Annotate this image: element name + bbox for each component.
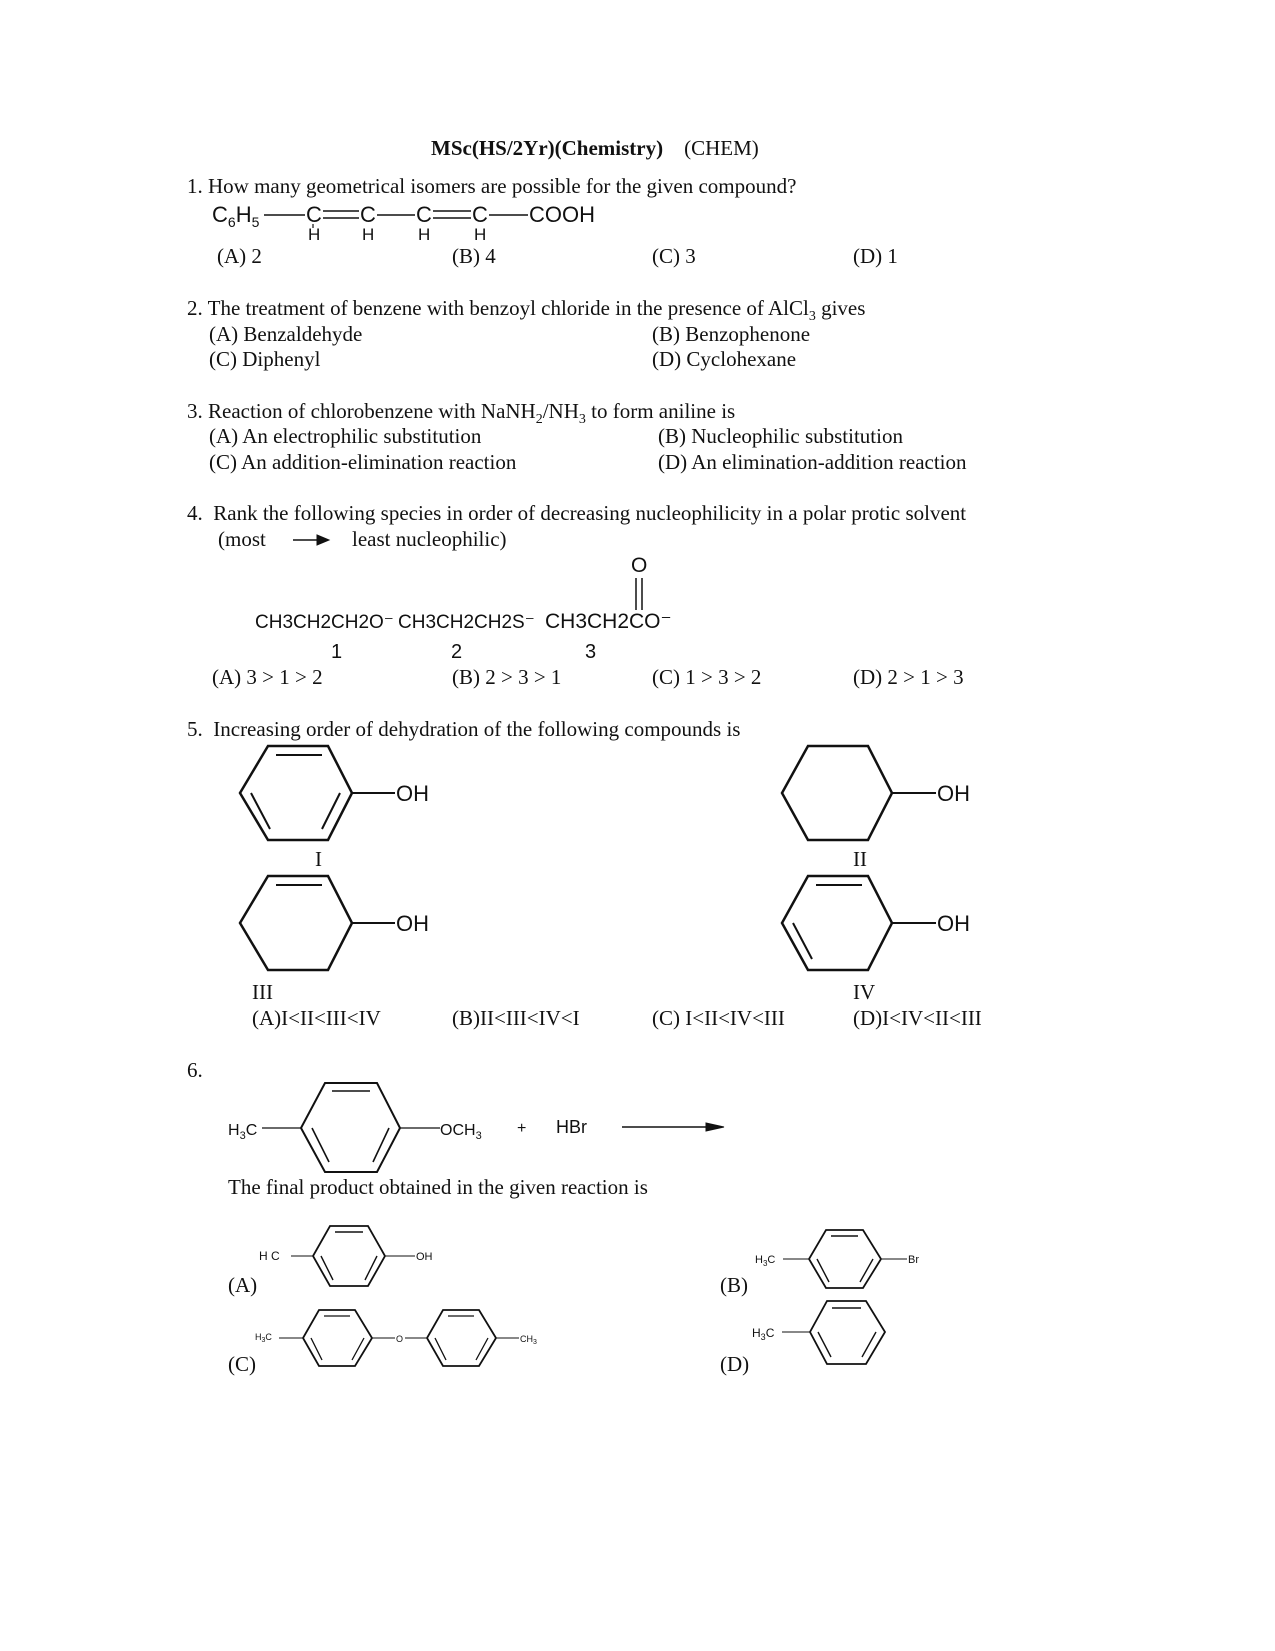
q3-sub-2: 3 <box>578 412 586 428</box>
q6-b-left: H <box>755 1254 763 1266</box>
q4-option-b[interactable]: (B) 2 > 3 > 1 <box>452 665 562 689</box>
q1-option-a[interactable]: (A) 2 <box>217 244 262 268</box>
q5-oh-ii: OH <box>937 781 970 806</box>
reaction-arrow-icon <box>706 1123 724 1131</box>
svg-text:H3C: $H_3C$ <box>228 1122 258 1142</box>
q4-option-c[interactable]: (C) 1 > 3 > 2 <box>652 665 762 689</box>
q4-carbonyl-oxygen: O <box>631 554 648 577</box>
q4-species-2: CH3CH2CH2S⁻ <box>398 612 535 633</box>
q6-plus: + <box>517 1120 527 1137</box>
q1-question <box>187 174 796 199</box>
q5-option-c[interactable]: (C) I<II<IV<III <box>652 1006 785 1030</box>
title-code: (CHEM) <box>684 136 759 160</box>
q6-reactant-left: H <box>228 1122 240 1139</box>
q1-hydrogen-4: H <box>474 225 487 244</box>
svg-text:CH3: $CH_3$ <box>520 1334 537 1346</box>
q5-label-i: I <box>315 847 322 871</box>
q5-compound-i <box>230 740 450 850</box>
q4-question <box>187 501 966 526</box>
q1-hydrogen-2: H <box>362 225 375 244</box>
q5-compound-ii <box>772 740 992 850</box>
q6-option-a[interactable]: (A) <box>228 1273 258 1297</box>
q5-label-iv: IV <box>853 980 876 1004</box>
q3-option-c[interactable]: (C) An addition-elimination reaction <box>209 450 517 474</box>
q4-label-2: 2 <box>451 641 463 663</box>
q1-carbon-1: C <box>306 202 322 227</box>
svg-text:H3C: $H_3C$ <box>752 1326 775 1342</box>
q4-option-d[interactable]: (D) 2 > 1 > 3 <box>853 665 964 689</box>
q6-d-left: H <box>752 1326 761 1340</box>
q6-reagent: HBr <box>556 1117 587 1137</box>
q4-species-1: CH3CH2CH2O⁻ <box>255 612 394 633</box>
q6-question: The final product obtained in the given reaction is <box>228 1175 648 1199</box>
q5-compound-iv <box>772 870 992 980</box>
arrow-right-icon <box>293 533 333 547</box>
q6-structure-c <box>255 1308 565 1370</box>
q2-option-a[interactable]: (A) Benzaldehyde <box>209 322 363 346</box>
q2-option-c[interactable]: (C) Diphenyl <box>209 347 321 371</box>
q2-number: 2. <box>187 296 203 320</box>
q6-a-right: OH <box>416 1251 433 1263</box>
svg-text:OCH3: $OCH_3$ <box>440 1122 482 1142</box>
q1-carbon-4: C <box>472 202 488 227</box>
q4-number: 4. <box>187 501 203 525</box>
q5-question <box>187 717 740 742</box>
q1-option-c[interactable]: (C) 3 <box>652 244 696 268</box>
q6-structure-a <box>255 1222 455 1292</box>
q5-oh-iv: OH <box>937 911 970 936</box>
q5-option-b[interactable]: (B)II<III<IV<I <box>452 1006 580 1030</box>
q3-text-b: /NH <box>542 399 579 423</box>
q3-text-c: to form aniline is <box>585 399 736 423</box>
q5-label-ii: II <box>853 847 867 871</box>
svg-text:H3C: $H_3C$ <box>255 1332 272 1344</box>
q1-structure <box>210 198 610 242</box>
q3-option-b[interactable]: (B) Nucleophilic substitution <box>658 424 903 448</box>
q1-cooh-label: COOH <box>529 202 595 227</box>
svg-text:C6H5: $C_6H_5$ <box>212 202 260 230</box>
q6-option-b[interactable]: (B) <box>720 1273 748 1297</box>
q3-text-a: Reaction of chlorobenzene with NaNH <box>208 399 536 423</box>
q2-text: The treatment of benzene with benzoyl chloride in the presence of AlCl <box>207 296 809 320</box>
q5-compound-iii <box>230 870 450 980</box>
q6-number: 6. <box>187 1058 203 1082</box>
q6-option-d[interactable]: (D) <box>720 1352 750 1376</box>
q3-number: 3. <box>187 399 203 423</box>
q2-option-d[interactable]: (D) Cyclohexane <box>652 347 797 371</box>
q1-number: 1. <box>187 174 203 198</box>
title-program: MSc(HS/2Yr)(Chemistry) <box>431 136 664 160</box>
q4-species-3: CH3CH2CO⁻ <box>545 610 672 633</box>
q3-option-d[interactable]: (D) An elimination-addition reaction <box>658 450 967 474</box>
q5-text: Increasing order of dehydration of the following compounds is <box>213 717 741 741</box>
q3-option-a[interactable]: (A) An electrophilic substitution <box>209 424 482 448</box>
q4-label-3: 3 <box>585 641 597 663</box>
q1-hydrogen-3: H <box>418 225 431 244</box>
q6-c-right: CH <box>520 1334 533 1344</box>
q3-sub-1: 2 <box>535 412 543 428</box>
q6-b-right: Br <box>908 1254 919 1266</box>
q5-oh-iii: OH <box>396 911 429 936</box>
q1-carbon-2: C <box>360 202 376 227</box>
q6-structure-d <box>750 1298 910 1370</box>
q6-a-left: H C <box>259 1249 280 1263</box>
q1-hydrogen-1: H <box>308 225 321 244</box>
q6-reactant-right: OCH <box>440 1122 476 1139</box>
q5-label-iii: III <box>252 980 273 1004</box>
q6-c-left: H <box>255 1332 262 1342</box>
q5-option-d[interactable]: (D)I<IV<II<III <box>853 1006 982 1030</box>
q1-option-d[interactable]: (D) 1 <box>853 244 898 268</box>
q1-c6h5-label: C <box>212 202 228 227</box>
q1-option-b[interactable]: (B) 4 <box>452 244 496 268</box>
q5-oh-i: OH <box>396 781 429 806</box>
q2-subscript: 3 <box>808 309 816 325</box>
q6-option-c[interactable]: (C) <box>228 1352 256 1376</box>
q2-option-b[interactable]: (B) Benzophenone <box>652 322 811 346</box>
q4-label-1: 1 <box>331 641 343 663</box>
q6-structure-b <box>755 1226 935 1296</box>
page-title <box>431 136 759 161</box>
q5-option-a[interactable]: (A)I<II<III<IV <box>252 1006 381 1030</box>
q2-text-end: gives <box>815 296 866 320</box>
q6-reaction <box>228 1075 738 1175</box>
q1-carbon-3: C <box>416 202 432 227</box>
q4-text: Rank the following species in order of decreasing nucleophilicity in a polar protic solvent <box>213 501 967 525</box>
q4-least-label: least nucleophilic) <box>352 527 507 551</box>
q4-most-label: (most <box>218 527 266 551</box>
q4-option-a[interactable]: (A) 3 > 1 > 2 <box>212 665 323 689</box>
q4-species-diagram <box>255 552 695 662</box>
q5-number: 5. <box>187 717 203 741</box>
svg-text:H3C: $H_3C$ <box>755 1254 776 1268</box>
q6-c-bridge: O <box>396 1334 404 1344</box>
q1-text: How many geometrical isomers are possible for the given compound? <box>208 174 797 198</box>
